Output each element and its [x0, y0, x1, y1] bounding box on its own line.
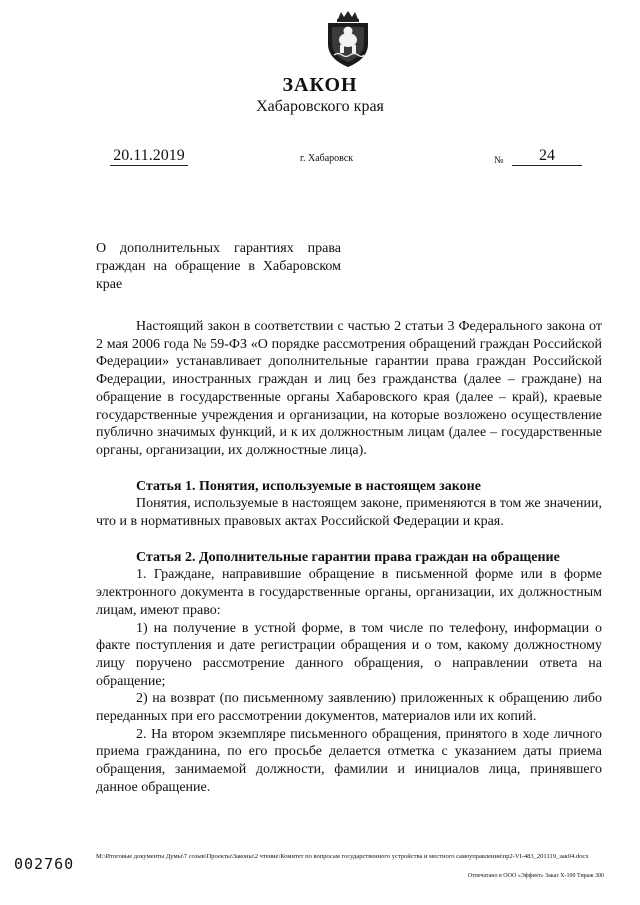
document-title: ЗАКОН	[282, 74, 358, 96]
subject-line: граждан на обращение в Хабаровском	[96, 259, 341, 274]
article-2-item: 1) на получение в устной форме, в том числе по телефону, информации о факте поступления и дате регистрации обращения и о том, какому должностному лицу поручено рассмотрение данного обращения, о направлении ответа на обращение;	[96, 620, 602, 689]
article-1-title: Статья 1. Понятия, используемые в настоящем законе	[136, 478, 481, 494]
document-subject	[96, 240, 341, 294]
article-2-paragraph: 2. На втором экземпляре письменного обращения, принятого в ходе личного приема гражданина, по его просьбе делается отметка с указанием даты приема обращения, занимаемой должности, фамилии и инициалов лица, принявшего данное обращение.	[96, 726, 602, 795]
document-number-label: №	[494, 155, 504, 166]
subject-line: О дополнительных гарантиях права	[96, 241, 341, 256]
article-2-item: 2) на возврат (по письменному заявлению) приложенных к обращению либо переданных при его рассмотрении документов, материалов или их копий.	[96, 691, 602, 725]
document-date: 20.11.2019	[110, 147, 188, 166]
article-2-paragraph: 1. Граждане, направившие обращение в письменной форме или в форме электронного документа в государственные органы, организации, их должностным лицам, имеют право:	[96, 567, 602, 618]
document-code: 002760	[14, 855, 75, 873]
coat-of-arms-icon	[324, 10, 372, 68]
document-body	[96, 318, 602, 797]
article-1-text: Понятия, используемые в настоящем законе, применяются в том же значении, что и в нормативных правовых актах Российской Федерации и края.	[96, 496, 602, 530]
file-path: М:\Итоговые документы Думы\7 созыв\Проекты\Законы\2 чтение\Комитет по вопросам государственного устройства и местного самоуправления\пр2-VI-483_201119_зак04.docx	[96, 853, 589, 860]
print-info: Отпечатано в ООО «Эффект» Заказ Х-100 Тираж 300	[467, 873, 604, 879]
subject-line: крае	[96, 277, 123, 292]
document-number: 24	[512, 147, 582, 166]
document-region: Хабаровского края	[256, 98, 384, 115]
preamble-paragraph: Настоящий закон в соответствии с частью 2 статьи 3 Федерального закона от 2 мая 2006 года № 59-ФЗ «О порядке рассмотрения обращений граждан Российской Федерации» устанавливает дополнительные гарантии права граждан Российской Федерации, иностранных граждан и лиц без гражданства (далее – граждане) на обращение в государственные органы Хабаровского края (далее – край), краевые государственные учреждения и организации, на которые возложено осуществление публично значимых функций, и к их должностным лицам (далее – государственные органы, организации, их должностные лица).	[96, 319, 602, 458]
document-city: г. Хабаровск	[300, 153, 354, 164]
article-2-title: Статья 2. Дополнительные гарантии права граждан на обращение	[136, 549, 560, 565]
